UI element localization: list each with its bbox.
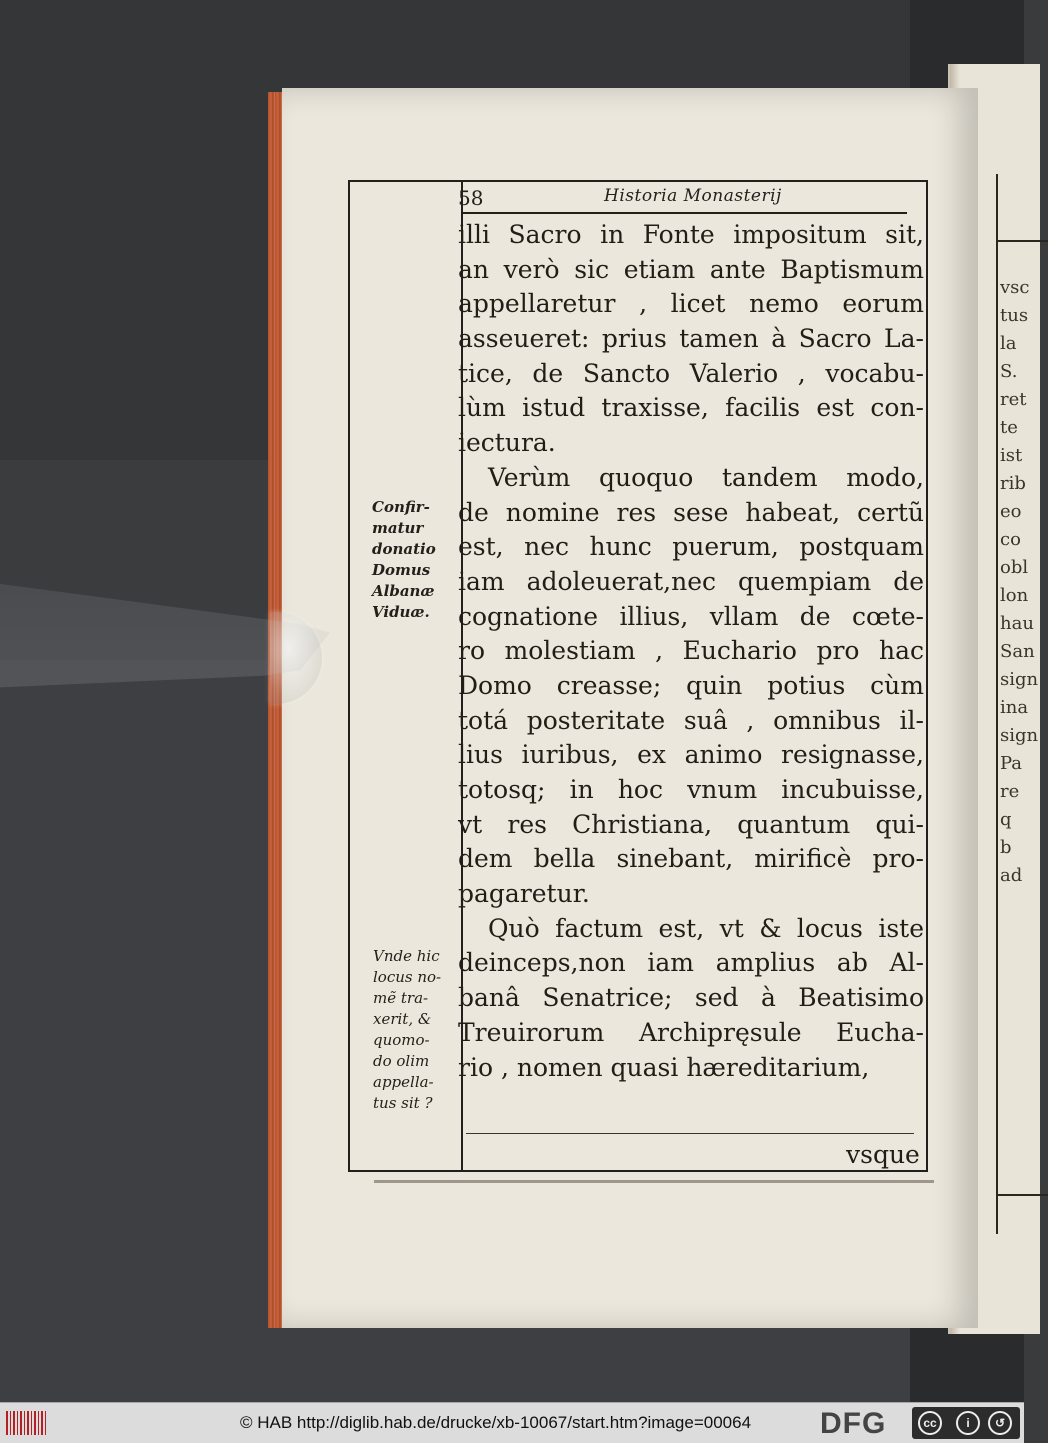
marginal-note-line: matur xyxy=(372,519,424,537)
neighbor-fragment: sign xyxy=(1000,669,1039,690)
text-line: pagaretur. xyxy=(458,879,590,909)
neighbor-header-rule xyxy=(998,240,1048,242)
page-number: 58 xyxy=(458,186,484,210)
text-line: appellaretur , licet nemo eorum xyxy=(458,289,924,319)
neighbor-fragment: co xyxy=(1000,529,1021,550)
text-line: tice, de Sancto Valerio , vocabu- xyxy=(458,358,924,388)
catchword: vsque xyxy=(846,1140,920,1169)
marginal-note xyxy=(373,946,459,1114)
text-line: banâ Senatrice; sed à Beatisimo xyxy=(458,983,924,1013)
neighbor-page-text xyxy=(1000,274,1040,890)
neighbor-fragment: eo xyxy=(1000,501,1022,522)
bottom-rule xyxy=(374,1180,934,1183)
dfg-logo: DFG xyxy=(820,1407,887,1440)
marginal-note xyxy=(372,497,458,623)
neighbor-fragment: sign xyxy=(1000,725,1039,746)
license-badge[interactable] xyxy=(912,1407,1020,1439)
neighbor-fragment: ist xyxy=(1000,445,1023,466)
neighbor-fragment: la xyxy=(1000,333,1017,354)
neighbor-fragment: lon xyxy=(1000,585,1029,606)
marginal-note-line: donatio xyxy=(372,540,436,558)
neighbor-fragment: vsc xyxy=(1000,277,1030,298)
body-text xyxy=(458,218,924,1085)
neighbor-fragment: tus xyxy=(1000,305,1029,326)
text-line: iectura. xyxy=(458,428,556,458)
text-line: est, nec hunc puerum, postquam xyxy=(458,532,924,562)
neighbor-fragment: rib xyxy=(1000,473,1026,494)
footer-rule xyxy=(466,1133,914,1134)
text-line: lùm istud traxisse, facilis est con- xyxy=(458,393,924,423)
marginal-note-line: Domus xyxy=(372,561,431,579)
text-line: deinceps,non iam amplius ab Al- xyxy=(458,948,924,978)
marginal-note-line: do olim xyxy=(373,1052,430,1070)
marginal-note-line: Albanæ xyxy=(372,582,435,600)
text-line: rio , nomen quasi hæreditarium, xyxy=(458,1052,870,1082)
text-line: de nomine res sese habeat, certũ xyxy=(458,497,924,527)
running-head: Historia Monasterij xyxy=(604,186,782,206)
neighbor-footer-rule xyxy=(998,1194,1048,1196)
text-line: vt res Christiana, quantum qui- xyxy=(458,809,924,839)
header-rule xyxy=(463,212,907,214)
neighbor-fragment: San xyxy=(1000,641,1035,662)
marginal-note-line: tus sit ? xyxy=(373,1094,433,1112)
neighbor-frame-line xyxy=(996,174,998,1234)
text-line: iam adoleuerat,nec quempiam de xyxy=(458,566,924,596)
text-line: ro molestiam , Euchario pro hac xyxy=(458,636,924,666)
by-icon: i xyxy=(956,1411,980,1435)
text-line: an verò sic etiam ante Baptismum xyxy=(458,254,924,284)
hab-barcode-icon xyxy=(6,1411,46,1435)
sa-icon: ↺ xyxy=(988,1411,1012,1435)
neighbor-fragment: re xyxy=(1000,781,1020,802)
text-line: totá posteritate suâ , omnibus il- xyxy=(458,705,924,735)
marginal-note-line: xerit, & xyxy=(373,1010,432,1028)
footer-bar xyxy=(0,1402,1024,1443)
neighbor-fragment: b xyxy=(1000,837,1012,858)
text-line: lius iuribus, ex animo resignasse, xyxy=(458,740,924,770)
neighbor-fragment: q xyxy=(1000,809,1012,830)
marginal-note-line: mẽ tra- xyxy=(373,989,429,1007)
neighbor-fragment: S. xyxy=(1000,361,1018,382)
marginal-note-line: Confir- xyxy=(372,498,430,516)
text-line: totosq; in hoc vnum incubuisse, xyxy=(458,775,924,804)
neighbor-fragment: Pa xyxy=(1000,753,1023,774)
neighbor-fragment: ret xyxy=(1000,389,1027,410)
marginal-note-line: locus no- xyxy=(373,968,442,986)
text-line: asseueret: prius tamen à Sacro La- xyxy=(458,324,924,354)
neighbor-fragment: ina xyxy=(1000,697,1029,718)
cc-icon: cc xyxy=(918,1411,942,1435)
marginal-note-line: Vnde hic xyxy=(373,947,440,965)
neighbor-fragment: obl xyxy=(1000,557,1029,578)
text-line: illi Sacro in Fonte impositum sit, xyxy=(458,220,924,249)
neighbor-fragment: te xyxy=(1000,417,1018,438)
text-line: Domo creasse; quin potius cùm xyxy=(458,670,924,700)
marginal-note-line: quomo- xyxy=(373,1031,430,1049)
text-line: Verùm quoquo tandem modo, xyxy=(488,462,924,492)
marginal-note-line: Viduæ. xyxy=(372,603,430,621)
text-line: Treuirorum Archipręsule Eucha- xyxy=(458,1017,924,1047)
text-line: dem bella sinebant, mirificè pro- xyxy=(458,844,924,874)
text-line: Quò factum est, vt & locus iste xyxy=(488,913,924,943)
neighbor-fragment: ad xyxy=(1000,865,1023,886)
marginal-note-line: appella- xyxy=(373,1073,434,1091)
text-line: cognatione illius, vllam de cœte- xyxy=(458,601,924,631)
neighbor-fragment: hau xyxy=(1000,613,1034,634)
credit-link[interactable]: © HAB http://diglib.hab.de/drucke/xb-10067/start.htm?image=00064 xyxy=(240,1413,752,1432)
